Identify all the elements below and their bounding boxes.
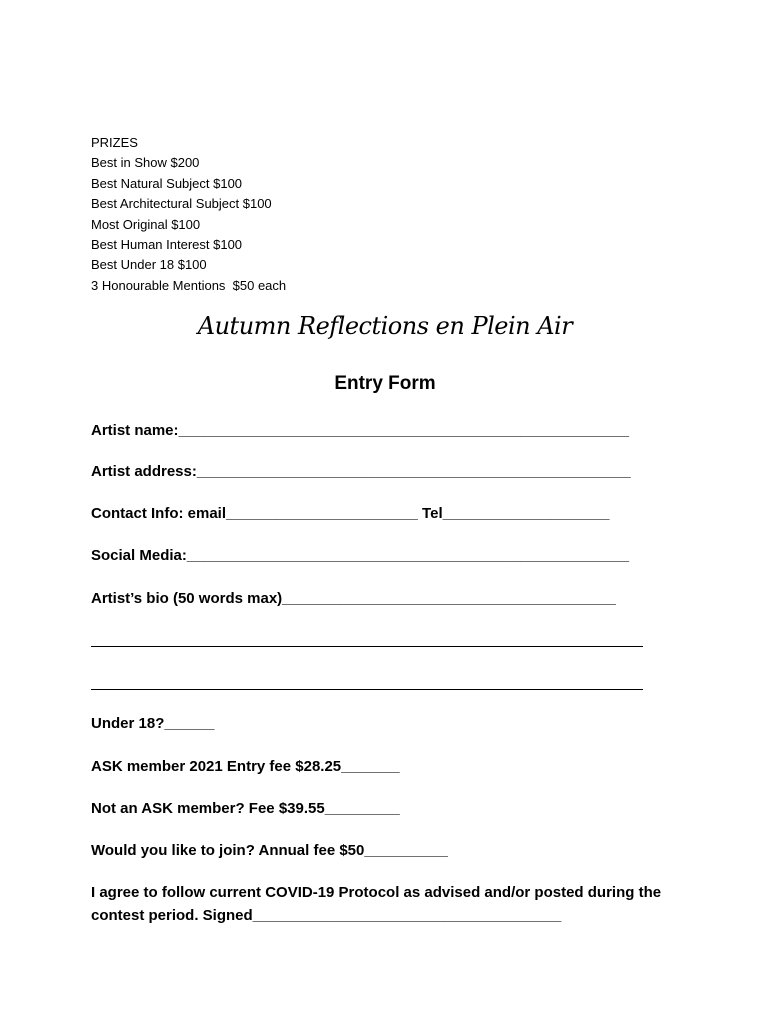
prize-item: Best Natural Subject $100 (91, 175, 243, 191)
prize-item: 3 Honourable Mentions $50 each (91, 277, 287, 293)
contact-info-field: Contact Info: email_______________________ Tel____________________ (91, 505, 610, 522)
bio-blank-line (91, 646, 643, 647)
bio-blank-line (91, 689, 643, 690)
artist-name-field: Artist name:______________________________________________________ (91, 422, 630, 439)
covid-agreement-text: I agree to follow current COVID-19 Protocol as advised and/or posted during the contest period. Signed_____________________________________ (91, 884, 662, 924)
artist-address-field: Artist address:____________________________________________________ (91, 463, 631, 480)
artist-bio-field: Artist’s bio (50 words max)________________________________________ (91, 590, 616, 607)
under-18-field: Under 18?______ (91, 715, 215, 732)
non-member-fee-field: Not an ASK member? Fee $39.55_________ (91, 800, 400, 817)
prize-item: Best Architectural Subject $100 (91, 196, 272, 212)
prize-item: Best Human Interest $100 (91, 236, 243, 252)
form-subtitle: Entry Form (334, 373, 436, 394)
ask-member-fee-field: ASK member 2021 Entry fee $28.25_______ (91, 758, 400, 775)
prize-item: Best Under 18 $100 (91, 257, 207, 273)
prizes-heading: PRIZES (91, 135, 138, 150)
prizes-list (91, 133, 491, 296)
join-fee-field: Would you like to join? Annual fee $50__________ (91, 842, 448, 859)
prize-item: Most Original $100 (91, 216, 201, 232)
social-media-field: Social Media:_____________________________________________________ (91, 547, 630, 564)
prize-item: Best in Show $200 (91, 155, 200, 171)
page-title: Autumn Reflections en Plein Air (197, 312, 573, 340)
